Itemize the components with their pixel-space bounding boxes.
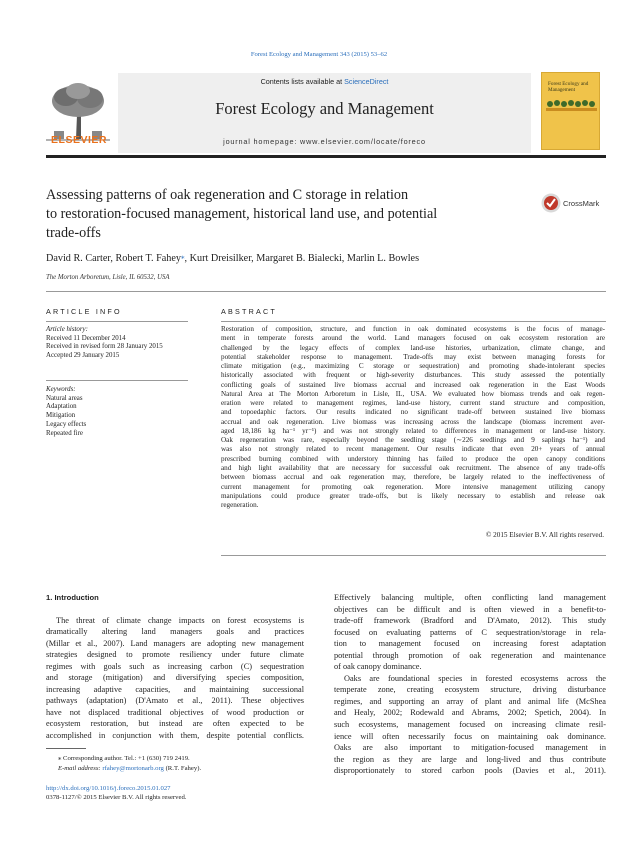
- sciencedirect-link[interactable]: ScienceDirect: [344, 77, 389, 86]
- journal-name: Forest Ecology and Management: [215, 99, 434, 118]
- article-history: [46, 326, 163, 361]
- abstract-line: prescribed burning combined with understory thinning has failed to produce the open canopy conditions: [221, 454, 605, 463]
- abstract-line: climate mitigation (e.g., maximizing C storage or sequestration) and promoting shade-intolerant species: [221, 362, 605, 371]
- history-item: Accepted 29 January 2015: [46, 352, 120, 360]
- abstract-line: Natural Area at The Morton Arboretum in Lisle, IL, USA. We evaluated how biomass trends and oak regen-: [221, 389, 605, 398]
- abstract-line: conflicting goals of sustained live biomass accrual and increased oak regeneration in the East Woods: [221, 380, 605, 389]
- body-line: increasing adaptive capacities, and maintaining successional: [46, 684, 304, 694]
- history-item: Received in revised form 28 January 2015: [46, 343, 163, 351]
- elsevier-wordmark: ELSEVIER: [51, 134, 107, 146]
- body-line: dramatically altering land managers goals and practices: [46, 627, 304, 637]
- body-line: pathways (adaptation) (D'Amato et al., 2011). These objectives: [46, 696, 304, 706]
- body-line: Effectively balancing multiple, often conflicting land management: [334, 593, 606, 602]
- body-line: Oaks are foundational species in forested ecosystems across the: [344, 673, 606, 683]
- keyword-item: Natural areas: [46, 394, 83, 402]
- email-label: E-mail address:: [58, 764, 103, 772]
- intro-left-column: [46, 592, 304, 742]
- journal-masthead: [46, 70, 608, 156]
- abstract-line: accrual and oak regeneration. Live biomass was increasing across the landscape (biomass increment aver-: [221, 417, 605, 426]
- email-link[interactable]: rfahey@mortonarb.org: [102, 764, 164, 772]
- journal-citation[interactable]: Forest Ecology and Management 343 (2015) 53–62: [250, 51, 388, 58]
- article-info-heading: ARTICLE INFO: [46, 307, 122, 316]
- keyword-item: Legacy effects: [46, 420, 87, 428]
- email-suffix: (R.T. Fahey).: [163, 764, 202, 772]
- body-line: focused on evaluating patterns of C sequestration/storage in rela-: [334, 627, 606, 637]
- authors-post: , Kurt Dreisilker, Margaret B. Bialecki, Marlin L. Bowles: [184, 253, 420, 264]
- body-line: Oaks are also important to mitigation-focused management in: [334, 743, 606, 753]
- keyword-item: Mitigation: [46, 412, 76, 420]
- abstract-line: Oak regeneration was rare, especially beyond the seedling stage (∼226 seedlings and 9 saplings ha⁻¹) and: [221, 436, 605, 445]
- keyword-item: Adaptation: [46, 403, 77, 411]
- intro-heading: 1. Introduction: [46, 593, 99, 602]
- title-line: trade-offs: [46, 224, 101, 241]
- contents-prefix: Contents lists available at: [260, 77, 345, 86]
- abstract-line: potential stakeholder response to management. Trade-offs may exist between managing forests for: [221, 352, 605, 361]
- abstract-line: historically associated with frequent or high-severity disturbances. This study assessed the potentially: [221, 371, 605, 380]
- article-title: [46, 186, 526, 242]
- body-line: disproportionately to stored carbon pools (Davies et al., 2011).: [334, 766, 606, 776]
- keyword-item: Repeated fire: [46, 429, 83, 437]
- body-line: strategies designed to promote resiliency under future climate: [46, 650, 304, 660]
- abstract-rule: [221, 321, 606, 322]
- abstract-line: and high light availability that are necessary for successful oak recruitment. The absence of any trade-offs: [221, 463, 605, 472]
- abstract-line: aged 18,186 kg ha⁻¹ yr⁻¹) and was not strongly related to differences in management or land-use history.: [221, 426, 605, 435]
- body-line: accomplished in conjunction with them, despite potential conflicts.: [46, 731, 304, 741]
- intro-right-column: [334, 592, 606, 777]
- journal-header-box: [118, 73, 531, 153]
- body-line: the region as they are large and long-lived and thus contribute: [334, 754, 606, 764]
- body-line: objectives can be difficult and is often viewed in a benefit-to-: [334, 604, 606, 614]
- email-line: [46, 764, 201, 774]
- body-line: such ecosystems, management focused on increasing climate resil-: [334, 720, 606, 730]
- abstract-bottom-rule: [221, 555, 606, 556]
- body-line: have not displaced traditional objectives of wood production or: [46, 707, 304, 717]
- keywords-label: Keywords:: [46, 386, 76, 393]
- authors-pre: David R. Carter, Robert T. Fahey: [46, 253, 182, 264]
- body-line: (Millar et al., 2007). Land managers are adopting new management: [46, 638, 304, 648]
- abstract-line: was also not strongly related to recent management. Our results indicate that even 20+ years of annual: [221, 445, 605, 454]
- copyright-notice: © 2015 Elsevier B.V. All rights reserved.: [485, 531, 604, 539]
- crossmark-badge[interactable]: [541, 193, 611, 215]
- abstract-text: [221, 325, 605, 510]
- section-rule: [46, 291, 606, 292]
- title-line: Assessing patterns of oak regeneration and C storage in relation: [46, 187, 409, 203]
- abstract-line: between biomass accrual and oak regeneration may, therefore, be largely related to the ineffectiveness of: [221, 473, 605, 482]
- journal-cover-thumbnail: [541, 72, 600, 150]
- body-line: The threat of climate change impacts on forest ecosystems is: [56, 615, 304, 625]
- contents-line: [118, 77, 531, 86]
- abstract-line: current management for promoting oak regeneration. More intensive management utilizing canopy: [221, 482, 605, 491]
- keywords: [46, 386, 86, 438]
- history-label: Article history:: [46, 326, 88, 333]
- body-line: regimes, and supporting an array of plant and animal life (McShea: [334, 696, 606, 706]
- keywords-rule: [46, 380, 188, 381]
- journal-homepage[interactable]: journal homepage: www.elsevier.com/locate/foreco: [223, 137, 426, 146]
- abstract-line: regeneration.: [221, 501, 259, 510]
- abstract-line: eration were related to management regimes, land-use history, current stand structure and composition,: [221, 399, 605, 408]
- author-list: [46, 253, 419, 264]
- body-line: trade-off framework (Bradford and D'Amato, 2012). This study: [334, 616, 606, 626]
- abstract-line: ment in temperate forests around the world. Land managers focused on oak ecosystem restoration are: [221, 334, 605, 343]
- body-line: and storage (mitigation) and diversifying species composition,: [46, 673, 304, 683]
- body-line: and Healy, 2002; Rodewald and Abrams, 2002; Spetich, 2004). In: [334, 708, 606, 718]
- crossmark-label: CrossMark: [563, 199, 600, 208]
- abstract-heading: ABSTRACT: [221, 307, 277, 316]
- cover-title: Forest Ecology and Management: [548, 81, 589, 93]
- abstract-line: manipulations could produce greater trade-offs, but is likely necessary to establish and release oak: [221, 491, 605, 500]
- history-item: Received 11 December 2014: [46, 334, 126, 342]
- doi-link[interactable]: http://dx.doi.org/10.1016/j.foreco.2015.01.027: [46, 785, 171, 792]
- body-line: temperate zone, creating ecosystem structure, driving disturbance: [334, 685, 606, 695]
- corresponding-author-note: ⁎ Corresponding author. Tel.: +1 (630) 719 2419.: [58, 755, 190, 762]
- footnote: [46, 754, 201, 773]
- affiliation: The Morton Arboretum, Lisle, IL 60532, USA: [46, 274, 170, 281]
- abstract-line: Restoration of composition, structure, and function in oak dominated ecosystems is the focus of manage-: [221, 325, 605, 333]
- issn-line: 0378-1127/© 2015 Elsevier B.V. All rights reserved.: [46, 794, 187, 802]
- doi-block: [46, 784, 186, 803]
- article-info-rule: [46, 321, 188, 322]
- footnote-rule: [46, 748, 86, 749]
- masthead-rule: [46, 155, 606, 158]
- abstract-line: challenged by the legacy effects of complex land-use histories, urbanization, climate change, and: [221, 343, 605, 352]
- abstract-line: and topoedaphic factors. Our results indicated no significant trade-off between sustained live biomass: [221, 408, 605, 417]
- body-line: ience will often necessarily focus on maintaining oak dominance.: [334, 731, 606, 741]
- body-line: regimes with goals such as increasing carbon (C) sequestration: [46, 661, 304, 671]
- cover-trees-icon: [546, 99, 597, 111]
- crossmark-icon: [541, 193, 561, 213]
- body-line: of oak canopy dominance.: [334, 662, 422, 672]
- body-line: tion to management focused on increasing forest adaptation: [334, 639, 606, 649]
- corresponding-author-mark[interactable]: ⁎: [181, 253, 185, 261]
- body-line: ecosystem restoration, but instead are often expected to be: [46, 719, 304, 729]
- body-line: potential through promotion of oak regeneration and maintenance: [334, 650, 606, 660]
- title-line: to restoration-focused management, historical land use, and potential: [46, 205, 438, 222]
